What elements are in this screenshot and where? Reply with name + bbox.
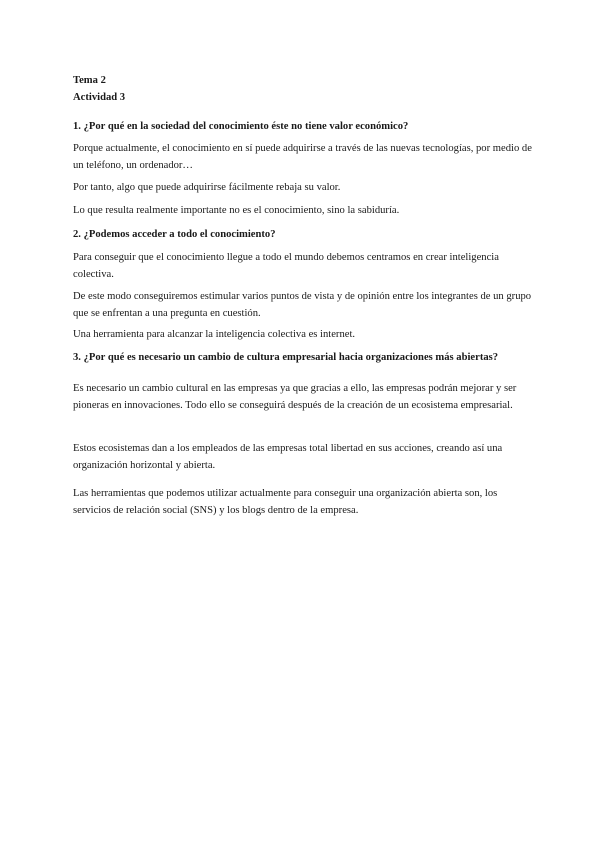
question-3: 3. ¿Por qué es necesario un cambio de cultura empresarial hacia organizaciones más abiertas? xyxy=(73,352,499,363)
tema-label: Tema 2 xyxy=(73,75,106,86)
answer-2-paragraph-2: De este modo conseguiremos estimular varios puntos de vista y de opinión entre los integrantes de un grupo que se enfrentan a una pregunta en cuestión. xyxy=(73,291,532,319)
document-header xyxy=(73,72,533,106)
answer-2-paragraph-3: Una herramienta para alcanzar la inteligencia colectiva es internet. xyxy=(73,329,356,340)
answer-1-paragraph-3: Lo que resulta realmente importante no es el conocimiento, sino la sabiduría. xyxy=(73,205,400,216)
answer-3-paragraph-2: Estos ecosistemas dan a los empleados de las empresas total libertad en sus acciones, creando así una organización horizontal y abierta. xyxy=(73,443,503,471)
answer-1-paragraph-2: Por tanto, algo que puede adquirirse fácilmente rebaja su valor. xyxy=(73,182,341,193)
actividad-label: Actividad 3 xyxy=(73,92,126,103)
answer-2-paragraph-1: Para conseguir que el conocimiento llegue a todo el mundo debemos centramos en crear inteligencia colectiva. xyxy=(73,252,499,280)
answer-1-paragraph-1: Porque actualmente, el conocimiento en sí puede adquirirse a través de las nuevas tecnologías, por medio de un teléfono, un ordenador… xyxy=(73,143,532,171)
question-2: 2. ¿Podemos acceder a todo el conocimiento? xyxy=(73,229,276,240)
answer-3-paragraph-1: Es necesario un cambio cultural en las empresas ya que gracias a ello, las empresas podrán mejorar y ser pioneras en innovaciones. Todo ello se conseguirá después de la creación de un ecosistema empresarial. xyxy=(73,383,517,411)
answer-3-paragraph-3: Las herramientas que podemos utilizar actualmente para conseguir una organización abierta son, los servicios de relación social (SNS) y los blogs dentro de la empresa. xyxy=(73,488,498,516)
question-1: 1. ¿Por qué en la sociedad del conocimiento éste no tiene valor económico? xyxy=(73,121,409,132)
